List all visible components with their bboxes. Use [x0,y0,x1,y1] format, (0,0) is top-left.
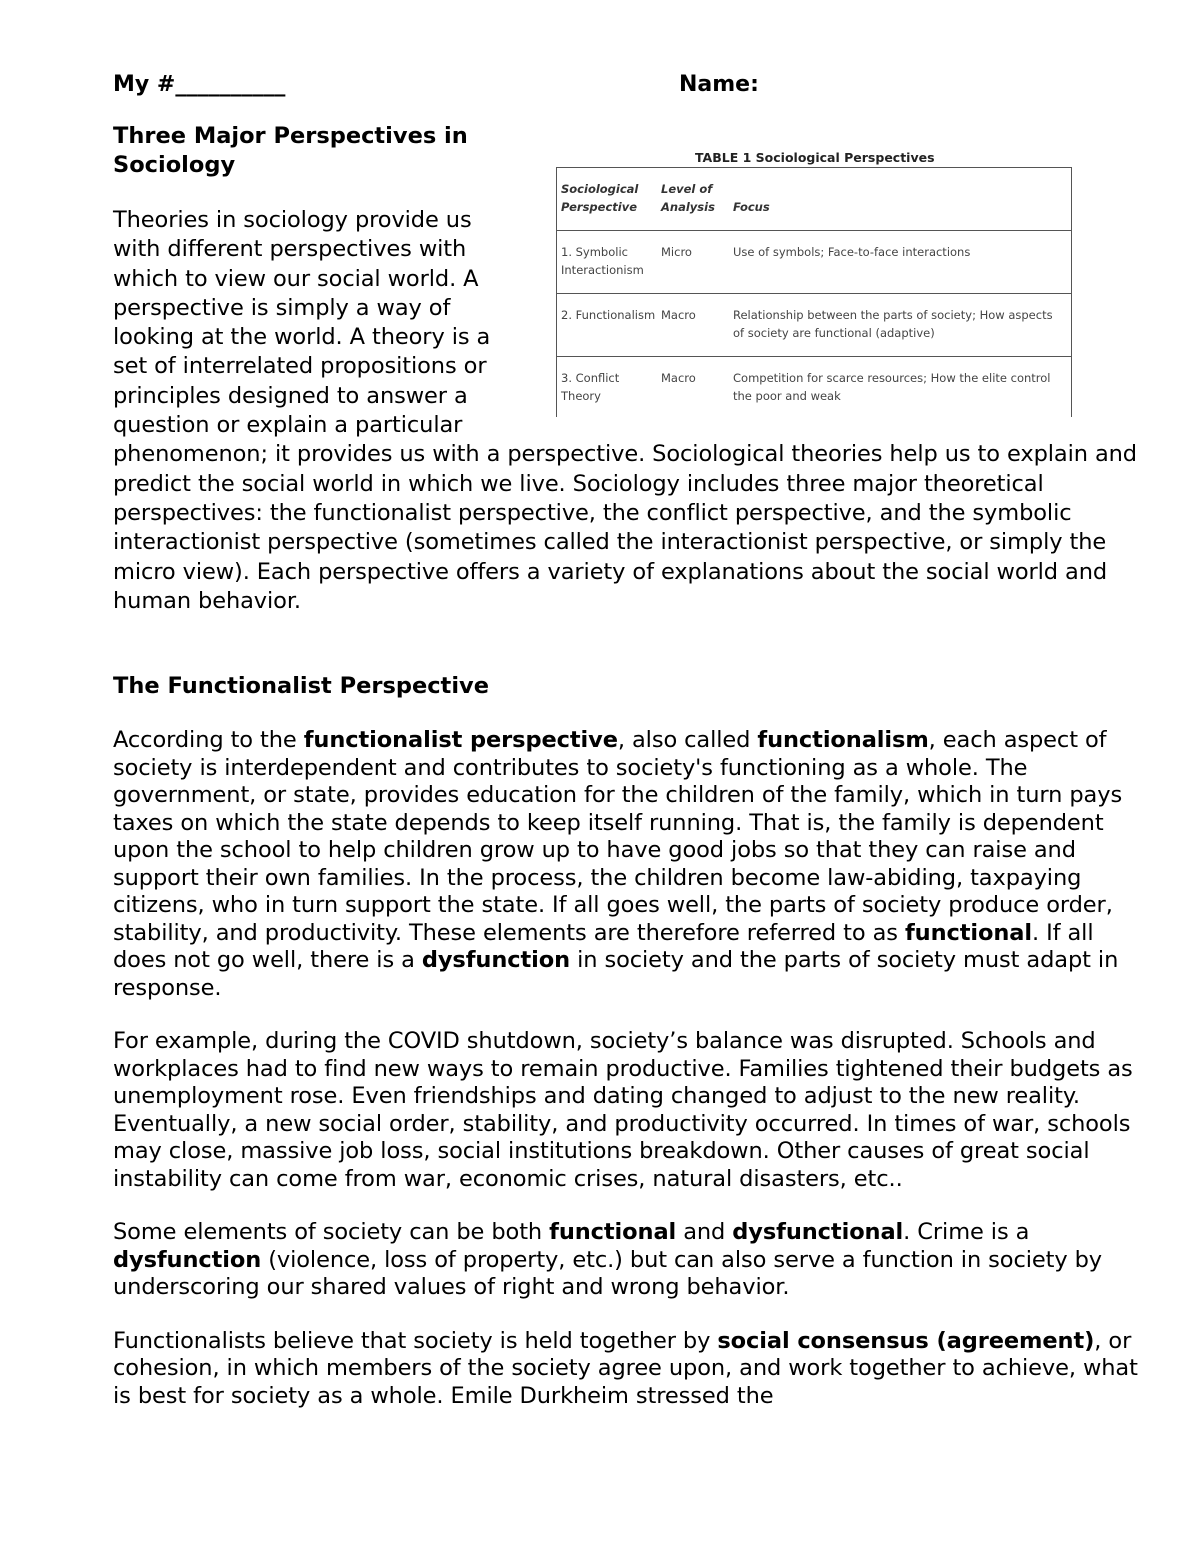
p3-text-a: Some elements of society can be both [113,1219,550,1246]
functionalist-paragraph-4 [113,1328,1143,1411]
table-cell-perspective: 1. Symbolic Interactionism [561,245,644,277]
p3-text-d: . Crime is a [903,1219,1030,1246]
perspectives-table [556,167,1072,417]
table-header-focus: Focus [733,200,770,214]
functionalist-paragraph-2: For example, during the COVID shutdown, society’s balance was disrupted. Schools and workplaces had to find new ways to remain productive. Families tightened their budgets as unemployment rose. Even friendships and dating changed to adjust to the new reality. Eventually, a new social order, stability, and productivity occurred. In times of war, schools may close, massive job loss, social institutions breakdown. Other causes of great social instability can come from war, economic crises, natural disasters, etc.. [113,1028,1133,1192]
p1-bold-functional: functional [904,919,1032,946]
table-cell-focus: Relationship between the parts of society; How aspects of society are functional (adaptive) [733,308,1053,340]
table-header-row [557,168,1071,231]
table-row [557,294,1071,357]
table-cell-level: Macro [661,371,696,385]
functionalist-paragraph-1 [113,727,1143,1002]
p1-text-c: , also called [617,727,758,754]
p3-text-c: and [676,1219,733,1246]
p1-text-d: , each aspect of society is interdependent and contributes to society's functioning as a whole. The government, or state, provides education for the children of the family, which in turn pays taxes on which the state depends to keep itself running. That is, the family is dependent upon the school to help children grow up to have good jobs so that they can raise and support their own families. In the process, the children become law-abiding, taxpaying citizens, who in turn support the state. If all goes well, the parts of society produce order, stability, and productivity. These elements are therefore referred to as [113,727,1123,946]
p1-text-a: According to the [113,727,304,754]
p4-text-a: Functionalists believe that society is held together by [113,1327,718,1354]
p3-text-e: (violence, loss of property, etc.) but can also serve a function in society by underscoring our shared values of right and wrong behavior. [113,1246,1102,1301]
table-row [557,357,1071,417]
table-header-level: Level of Analysis [661,182,715,214]
p3-bold-dysfunction: dysfunction [113,1246,262,1273]
table-cell-level: Micro [661,245,692,259]
p1-bold-functionalism: functionalism [757,727,929,754]
p1-text-e: . If all does not go well, there is a [113,919,1094,974]
section-spacer [113,616,1143,672]
header-row [113,68,1143,102]
p1-text-f: in society and the parts of society must adapt in response. [113,947,1119,1001]
functionalist-heading: The Functionalist Perspective [113,673,489,700]
table-cell-focus: Competition for scarce resources; How the elite control the poor and weak [733,371,1051,403]
document-page [113,68,1143,1410]
table-caption: TABLE 1 Sociological Perspectives [695,150,935,165]
table-cell-level: Macro [661,308,696,322]
my-number-field[interactable]: My #__________ [113,72,286,97]
table-header-perspective: Sociological Perspective [561,182,639,214]
table-cell-perspective: 2. Functionalism [561,308,656,322]
p1-bold-dysfunction: dysfunction [421,947,571,974]
functionalist-paragraph-3 [113,1219,1143,1302]
table-cell-focus: Use of symbols; Face-to-face interactions [733,245,971,259]
table-cell-perspective: 3. Conflict Theory [561,371,620,403]
p4-text-c: , or cohesion, in which members of the society agree upon, and work together to achieve, what is best for society as a whole. Emile Durkheim stressed the [113,1327,1138,1409]
document-title: Three Major Perspectives in Sociology [113,123,468,178]
p1-bold-functionalist-perspective: functionalist perspective [303,727,618,754]
name-field-label: Name: [679,72,759,97]
p3-bold-dysfunctional: dysfunctional [732,1219,904,1246]
p3-bold-functional: functional [549,1219,677,1246]
table-row [557,231,1071,294]
p4-bold-social-consensus: social consensus (agreement) [717,1327,1095,1354]
intro-text: Theories in sociology provide us with different perspectives with which to view our social world. A perspective is simply a way of looking at the world. A theory is a set of interrelated propositions or principles designed to answer a question or explain a particular phenomenon; it provides us with a perspective. Sociological theories help us to explain and predict the social world in which we live. Sociology includes three major theoretical perspectives: the functionalist perspective, the conflict perspective, and the symbolic interactionist perspective (sometimes called the interactionist perspective, or simply the micro view). Each perspective offers a variety of explanations about the social world and human behavior. [113,207,1137,614]
